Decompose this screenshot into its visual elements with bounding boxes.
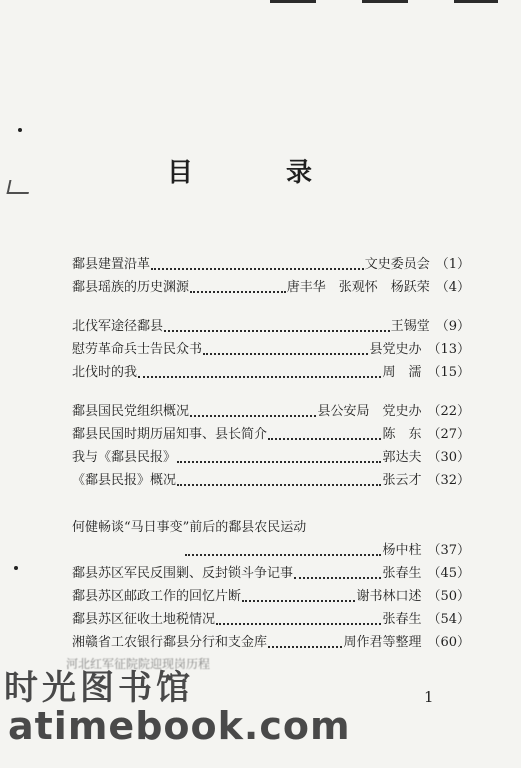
entry-author: 县党史办 <box>369 342 422 358</box>
entry-title: 北伐时的我 <box>72 365 138 381</box>
entry-author: 县公安局 党史办 <box>317 404 422 420</box>
toc-entry-continuation <box>72 536 470 559</box>
watermark-chinese: 时光图书馆 <box>4 668 194 708</box>
entry-title: 鄱县民国时期历届知事、县长简介 <box>72 427 268 443</box>
toc-entry <box>72 443 470 466</box>
entry-page-number: （54） <box>427 612 470 628</box>
toc-entry <box>72 358 470 381</box>
entry-page-number: （1） <box>435 257 470 273</box>
entry-title: 鄱县瑶族的历史渊源 <box>72 280 190 296</box>
entry-page-number: （27） <box>427 427 470 443</box>
toc-entry <box>72 420 470 443</box>
toc-entry <box>72 250 470 273</box>
entry-page-number: （22） <box>427 404 470 420</box>
group-spacer <box>72 296 470 312</box>
entry-author: 陈 东 <box>382 427 422 443</box>
top-edge-mark <box>454 0 498 3</box>
toc-entry <box>72 273 470 296</box>
group-spacer <box>72 489 470 513</box>
dot-leader <box>138 376 381 378</box>
group-spacer <box>72 381 470 397</box>
entry-title: 鄱县苏区邮政工作的回忆片断 <box>72 589 242 605</box>
dot-leader <box>268 646 342 648</box>
entry-page-number: （32） <box>427 473 470 489</box>
dot-leader <box>242 600 355 602</box>
scan-speck <box>18 128 22 132</box>
top-edge-mark <box>362 0 408 3</box>
top-edge-mark <box>270 0 316 3</box>
entry-author: 张云才 <box>382 473 422 489</box>
toc-entry <box>72 628 470 651</box>
toc-entry <box>72 605 470 628</box>
entry-author: 唐丰华 张观怀 杨跃荣 <box>286 280 430 296</box>
toc-entry <box>72 466 470 489</box>
toc-entry <box>72 559 470 582</box>
entry-title: 我与《鄱县民报》 <box>72 450 177 466</box>
toc-entry <box>72 582 470 605</box>
dot-leader <box>190 291 286 293</box>
dot-leader <box>151 268 364 270</box>
entry-title: 北伐军途径鄱县 <box>72 319 164 335</box>
entry-page-number: （9） <box>435 319 470 335</box>
entry-title: 湘赣省工农银行鄱县分行和支金库 <box>72 635 268 651</box>
entry-author: 谢书林口述 <box>356 589 422 605</box>
toc-entry <box>72 335 470 358</box>
entry-page-number: （45） <box>427 566 470 582</box>
entry-page-number: （4） <box>435 280 470 296</box>
footer-page-number: 1 <box>424 688 434 706</box>
toc-entry <box>72 397 470 420</box>
entry-page-number: （30） <box>427 450 470 466</box>
entry-title: 鄱县苏区军民反围剿、反封锁斗争记事 <box>72 566 294 582</box>
page-title: 目 录 <box>166 158 355 188</box>
entry-title: 鄱县国民党组织概况 <box>72 404 190 420</box>
entry-title: 鄱县建置沿革 <box>72 257 151 273</box>
entry-author: 文史委员会 <box>364 257 430 273</box>
entry-title: 鄱县苏区征收土地税情况 <box>72 612 216 628</box>
entry-author: 张春生 <box>382 612 422 628</box>
entry-author: 周 濡 <box>382 365 422 381</box>
scan-speck <box>14 566 18 570</box>
entry-title: 何健畅谈“马日事变”前后的鄱县农民运动 <box>72 520 307 536</box>
dot-leader <box>268 438 381 440</box>
dot-leader <box>177 484 381 486</box>
entry-author: 郭达夫 <box>382 450 422 466</box>
toc-entry <box>72 312 470 335</box>
partially-obscured-entry: 河北红军征院院迎现岗历程 <box>66 657 211 671</box>
entry-author: 张春生 <box>382 566 422 582</box>
entry-page-number: （60） <box>427 635 470 651</box>
entry-title: 慰劳革命兵士告民众书 <box>72 342 203 358</box>
dot-leader <box>164 330 390 332</box>
entry-page-number: （50） <box>427 589 470 605</box>
entry-page-number: （37） <box>427 543 470 559</box>
dot-leader <box>177 461 381 463</box>
dot-leader <box>185 554 381 556</box>
entry-title: 《鄱县民报》概况 <box>72 473 177 489</box>
table-of-contents <box>72 250 470 651</box>
toc-entry-long-title <box>72 513 470 536</box>
dot-leader <box>294 577 381 579</box>
entry-page-number: （13） <box>427 342 470 358</box>
entry-page-number: （15） <box>427 365 470 381</box>
dot-leader <box>203 353 368 355</box>
entry-author: 周作君等整理 <box>343 635 422 651</box>
dot-leader <box>190 415 316 417</box>
entry-author: 王锡堂 <box>390 319 430 335</box>
watermark-url: atimebook.com <box>8 704 351 748</box>
dot-leader <box>216 623 381 625</box>
entry-author: 杨中柱 <box>382 543 422 559</box>
